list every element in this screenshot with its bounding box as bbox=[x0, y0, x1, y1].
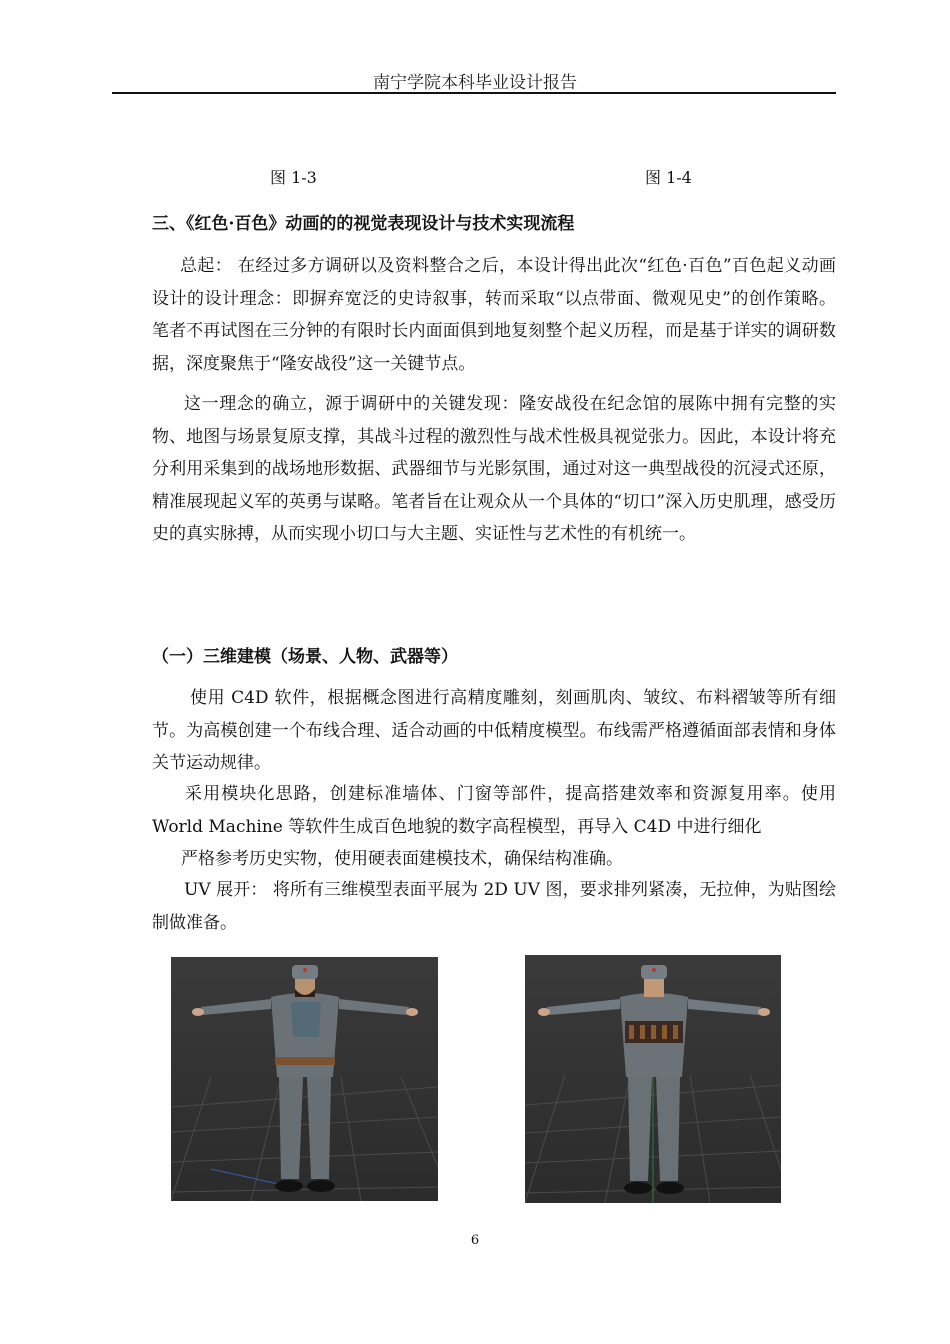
body-paragraph: 严格参考历史实物，使用硬表面建模技术，确保结构准确。 bbox=[181, 849, 623, 869]
header-title: 南宁学院本科毕业设计报告 bbox=[373, 73, 577, 93]
soldier-model-image bbox=[171, 957, 438, 1201]
figure-caption-1-4: 图 1-4 bbox=[645, 168, 692, 187]
header-divider bbox=[112, 92, 836, 94]
page-number: 6 bbox=[470, 1233, 480, 1248]
soldier-model-image bbox=[525, 955, 781, 1203]
soldier-model-render-right bbox=[525, 955, 781, 1203]
body-paragraph: 采用模块化思路，创建标准墙体、门窗等部件，提高搭建效率和资源复用率。使用 World Machine 等软件生成百色地貌的数字高程模型，再导入 C4D 中进行细化 bbox=[152, 784, 836, 837]
body-paragraph: 使用 C4D 软件，根据概念图进行高精度雕刻，刻画肌肉、皱纹、布料褶皱等所有细节。为高模创建一个布线合理、适合动画的中低精度模型。布线需严格遵循面部表情和身体关节运动规律。 bbox=[152, 688, 836, 773]
subsection-heading: （一）三维建模（场景、人物、武器等） bbox=[152, 647, 458, 667]
body-paragraph: UV 展开： 将所有三维模型表面平展为 2D UV 图，要求排列紧凑，无拉伸，为贴图绘制做准备。 bbox=[152, 880, 836, 933]
section-heading: 三、《红色·百色》动画的的视觉表现设计与技术实现流程 bbox=[152, 214, 575, 234]
body-paragraph: 这一理念的确立，源于调研中的关键发现：隆安战役在纪念馆的展陈中拥有完整的实物、地图与场景复原支撑，其战斗过程的激烈性与战术性极具视觉张力。因此，本设计将充分利用采集到的战场地形数据、武器细节与光影氛围，通过对这一典型战役的沉浸式还原，精准展现起义军的英勇与谋略。笔者旨在让观众从一个具体的“切口”深入历史肌理，感受历史的真实脉搏，从而实现小切口与大主题、实证性与艺术性的有机统一。 bbox=[152, 394, 836, 544]
body-paragraph: 总起： 在经过多方调研以及资料整合之后，本设计得出此次“红色·百色”百色起义动画设计的设计理念：即摒弃宽泛的史诗叙事，转而采取“以点带面、微观见史”的创作策略。 笔者不再试图在三分钟的有限时长内面面俱到地复刻整个起义历程，而是基于详实的调研数据，深度聚焦于“隆安战役”这一关键节点。 bbox=[152, 256, 836, 374]
soldier-model-render-left bbox=[171, 957, 438, 1201]
figure-caption-1-3: 图 1-3 bbox=[270, 168, 317, 187]
